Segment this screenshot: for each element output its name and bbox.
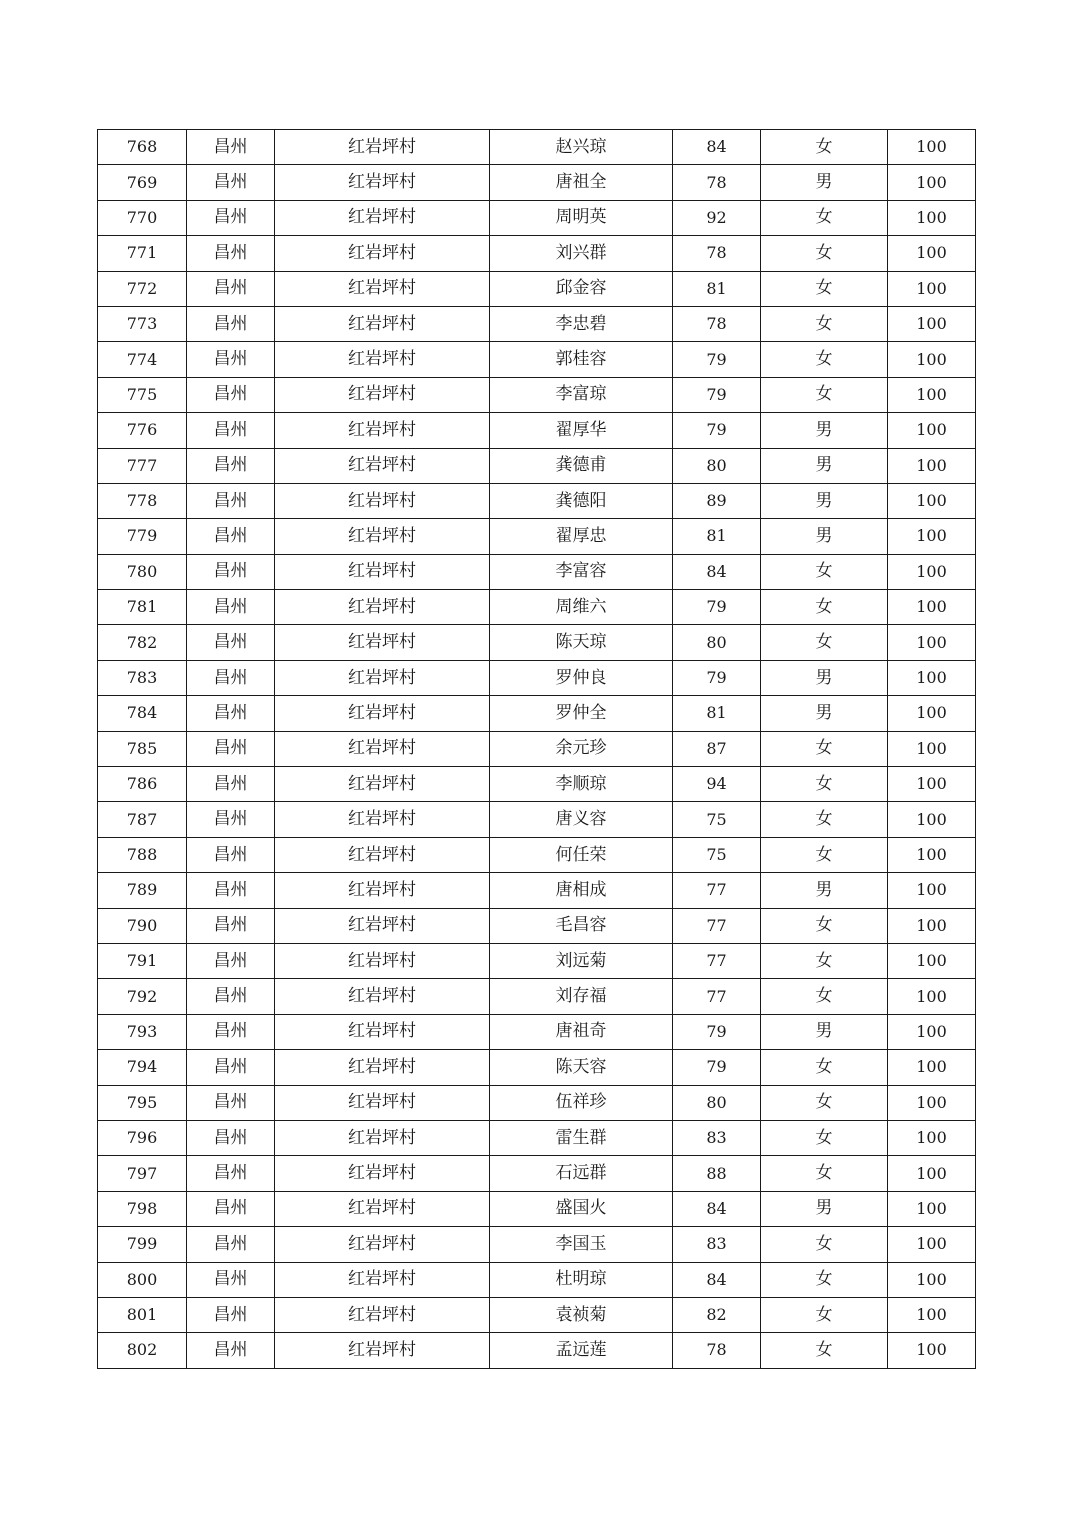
- town-cell: 昌州: [187, 943, 275, 978]
- village-cell: 红岩坪村: [275, 979, 490, 1014]
- town-cell: 昌州: [187, 590, 275, 625]
- amount-cell: 100: [888, 306, 976, 341]
- name-cell: 赵兴琼: [490, 130, 673, 165]
- table-row: [98, 1262, 976, 1297]
- age-cell: 89: [673, 483, 761, 518]
- village-cell: 红岩坪村: [275, 767, 490, 802]
- table-row: [98, 660, 976, 695]
- table-row: [98, 1050, 976, 1085]
- gender-cell: 男: [761, 448, 888, 483]
- town-cell: 昌州: [187, 1050, 275, 1085]
- town-cell: 昌州: [187, 413, 275, 448]
- amount-cell: 100: [888, 590, 976, 625]
- gender-cell: 女: [761, 1085, 888, 1120]
- amount-cell: 100: [888, 696, 976, 731]
- town-cell: 昌州: [187, 483, 275, 518]
- name-cell: 陈天容: [490, 1050, 673, 1085]
- serial-number-cell: 770: [98, 200, 187, 235]
- name-cell: 陈天琼: [490, 625, 673, 660]
- age-cell: 77: [673, 943, 761, 978]
- gender-cell: 女: [761, 590, 888, 625]
- table-row: [98, 1333, 976, 1368]
- table-row: [98, 943, 976, 978]
- village-cell: 红岩坪村: [275, 448, 490, 483]
- gender-cell: 女: [761, 1297, 888, 1332]
- village-cell: 红岩坪村: [275, 1085, 490, 1120]
- amount-cell: 100: [888, 448, 976, 483]
- serial-number-cell: 785: [98, 731, 187, 766]
- town-cell: 昌州: [187, 802, 275, 837]
- amount-cell: 100: [888, 130, 976, 165]
- table-row: [98, 448, 976, 483]
- village-cell: 红岩坪村: [275, 519, 490, 554]
- village-cell: 红岩坪村: [275, 696, 490, 731]
- village-cell: 红岩坪村: [275, 200, 490, 235]
- amount-cell: 100: [888, 519, 976, 554]
- town-cell: 昌州: [187, 908, 275, 943]
- amount-cell: 100: [888, 1297, 976, 1332]
- gender-cell: 女: [761, 731, 888, 766]
- age-cell: 83: [673, 1120, 761, 1155]
- amount-cell: 100: [888, 483, 976, 518]
- name-cell: 罗仲全: [490, 696, 673, 731]
- serial-number-cell: 787: [98, 802, 187, 837]
- amount-cell: 100: [888, 1191, 976, 1226]
- town-cell: 昌州: [187, 554, 275, 589]
- village-cell: 红岩坪村: [275, 1262, 490, 1297]
- amount-cell: 100: [888, 943, 976, 978]
- gender-cell: 女: [761, 236, 888, 271]
- serial-number-cell: 778: [98, 483, 187, 518]
- gender-cell: 女: [761, 554, 888, 589]
- gender-cell: 女: [761, 200, 888, 235]
- name-cell: 李忠碧: [490, 306, 673, 341]
- age-cell: 80: [673, 625, 761, 660]
- town-cell: 昌州: [187, 1085, 275, 1120]
- name-cell: 翟厚华: [490, 413, 673, 448]
- village-cell: 红岩坪村: [275, 873, 490, 908]
- name-cell: 雷生群: [490, 1120, 673, 1155]
- serial-number-cell: 792: [98, 979, 187, 1014]
- village-cell: 红岩坪村: [275, 1120, 490, 1155]
- town-cell: 昌州: [187, 200, 275, 235]
- town-cell: 昌州: [187, 448, 275, 483]
- amount-cell: 100: [888, 873, 976, 908]
- village-cell: 红岩坪村: [275, 1014, 490, 1049]
- village-cell: 红岩坪村: [275, 1297, 490, 1332]
- gender-cell: 女: [761, 377, 888, 412]
- age-cell: 79: [673, 660, 761, 695]
- table-row: [98, 519, 976, 554]
- gender-cell: 男: [761, 1191, 888, 1226]
- amount-cell: 100: [888, 271, 976, 306]
- table-row: [98, 413, 976, 448]
- gender-cell: 男: [761, 696, 888, 731]
- town-cell: 昌州: [187, 1262, 275, 1297]
- amount-cell: 100: [888, 1333, 976, 1368]
- amount-cell: 100: [888, 908, 976, 943]
- age-cell: 79: [673, 377, 761, 412]
- age-cell: 88: [673, 1156, 761, 1191]
- age-cell: 78: [673, 1333, 761, 1368]
- town-cell: 昌州: [187, 696, 275, 731]
- village-cell: 红岩坪村: [275, 1227, 490, 1262]
- village-cell: 红岩坪村: [275, 236, 490, 271]
- town-cell: 昌州: [187, 767, 275, 802]
- town-cell: 昌州: [187, 873, 275, 908]
- amount-cell: 100: [888, 554, 976, 589]
- table-row: [98, 696, 976, 731]
- serial-number-cell: 784: [98, 696, 187, 731]
- table-row: [98, 483, 976, 518]
- village-cell: 红岩坪村: [275, 1050, 490, 1085]
- name-cell: 刘兴群: [490, 236, 673, 271]
- serial-number-cell: 797: [98, 1156, 187, 1191]
- table-row: [98, 236, 976, 271]
- name-cell: 余元珍: [490, 731, 673, 766]
- town-cell: 昌州: [187, 837, 275, 872]
- name-cell: 唐祖奇: [490, 1014, 673, 1049]
- gender-cell: 女: [761, 767, 888, 802]
- amount-cell: 100: [888, 1050, 976, 1085]
- table-row: [98, 306, 976, 341]
- gender-cell: 男: [761, 519, 888, 554]
- name-cell: 李顺琼: [490, 767, 673, 802]
- gender-cell: 女: [761, 908, 888, 943]
- serial-number-cell: 783: [98, 660, 187, 695]
- village-cell: 红岩坪村: [275, 377, 490, 412]
- serial-number-cell: 771: [98, 236, 187, 271]
- serial-number-cell: 801: [98, 1297, 187, 1332]
- name-cell: 李富琼: [490, 377, 673, 412]
- table-row: [98, 731, 976, 766]
- serial-number-cell: 781: [98, 590, 187, 625]
- village-cell: 红岩坪村: [275, 1191, 490, 1226]
- serial-number-cell: 800: [98, 1262, 187, 1297]
- amount-cell: 100: [888, 1085, 976, 1120]
- serial-number-cell: 793: [98, 1014, 187, 1049]
- serial-number-cell: 779: [98, 519, 187, 554]
- village-cell: 红岩坪村: [275, 130, 490, 165]
- table-body: [98, 130, 976, 1369]
- age-cell: 84: [673, 130, 761, 165]
- age-cell: 84: [673, 1191, 761, 1226]
- village-cell: 红岩坪村: [275, 271, 490, 306]
- table-row: [98, 342, 976, 377]
- serial-number-cell: 768: [98, 130, 187, 165]
- gender-cell: 女: [761, 1333, 888, 1368]
- serial-number-cell: 786: [98, 767, 187, 802]
- table-row: [98, 1120, 976, 1155]
- age-cell: 79: [673, 1014, 761, 1049]
- age-cell: 78: [673, 165, 761, 200]
- age-cell: 81: [673, 271, 761, 306]
- amount-cell: 100: [888, 767, 976, 802]
- name-cell: 唐义容: [490, 802, 673, 837]
- village-cell: 红岩坪村: [275, 660, 490, 695]
- gender-cell: 男: [761, 873, 888, 908]
- gender-cell: 女: [761, 1156, 888, 1191]
- village-cell: 红岩坪村: [275, 554, 490, 589]
- name-cell: 唐祖全: [490, 165, 673, 200]
- gender-cell: 女: [761, 271, 888, 306]
- name-cell: 刘远菊: [490, 943, 673, 978]
- serial-number-cell: 776: [98, 413, 187, 448]
- table-row: [98, 590, 976, 625]
- name-cell: 龚德甫: [490, 448, 673, 483]
- gender-cell: 男: [761, 1014, 888, 1049]
- table-row: [98, 377, 976, 412]
- name-cell: 袁祯菊: [490, 1297, 673, 1332]
- age-cell: 84: [673, 1262, 761, 1297]
- serial-number-cell: 796: [98, 1120, 187, 1155]
- name-cell: 杜明琼: [490, 1262, 673, 1297]
- name-cell: 毛昌容: [490, 908, 673, 943]
- town-cell: 昌州: [187, 377, 275, 412]
- amount-cell: 100: [888, 200, 976, 235]
- name-cell: 石远群: [490, 1156, 673, 1191]
- serial-number-cell: 799: [98, 1227, 187, 1262]
- name-cell: 翟厚忠: [490, 519, 673, 554]
- gender-cell: 女: [761, 943, 888, 978]
- gender-cell: 女: [761, 342, 888, 377]
- name-cell: 郭桂容: [490, 342, 673, 377]
- village-cell: 红岩坪村: [275, 802, 490, 837]
- serial-number-cell: 774: [98, 342, 187, 377]
- name-cell: 唐相成: [490, 873, 673, 908]
- amount-cell: 100: [888, 377, 976, 412]
- gender-cell: 男: [761, 660, 888, 695]
- amount-cell: 100: [888, 165, 976, 200]
- serial-number-cell: 791: [98, 943, 187, 978]
- age-cell: 81: [673, 519, 761, 554]
- gender-cell: 女: [761, 802, 888, 837]
- town-cell: 昌州: [187, 306, 275, 341]
- village-cell: 红岩坪村: [275, 483, 490, 518]
- serial-number-cell: 788: [98, 837, 187, 872]
- age-cell: 79: [673, 590, 761, 625]
- village-cell: 红岩坪村: [275, 731, 490, 766]
- town-cell: 昌州: [187, 1156, 275, 1191]
- table-row: [98, 979, 976, 1014]
- village-cell: 红岩坪村: [275, 1333, 490, 1368]
- table-row: [98, 1156, 976, 1191]
- name-cell: 何任荣: [490, 837, 673, 872]
- serial-number-cell: 773: [98, 306, 187, 341]
- age-cell: 82: [673, 1297, 761, 1332]
- serial-number-cell: 782: [98, 625, 187, 660]
- name-cell: 盛国火: [490, 1191, 673, 1226]
- amount-cell: 100: [888, 979, 976, 1014]
- age-cell: 87: [673, 731, 761, 766]
- village-cell: 红岩坪村: [275, 1156, 490, 1191]
- age-cell: 78: [673, 306, 761, 341]
- amount-cell: 100: [888, 802, 976, 837]
- serial-number-cell: 802: [98, 1333, 187, 1368]
- serial-number-cell: 794: [98, 1050, 187, 1085]
- gender-cell: 女: [761, 1227, 888, 1262]
- amount-cell: 100: [888, 731, 976, 766]
- name-cell: 刘存福: [490, 979, 673, 1014]
- town-cell: 昌州: [187, 1333, 275, 1368]
- town-cell: 昌州: [187, 519, 275, 554]
- amount-cell: 100: [888, 837, 976, 872]
- data-table: [97, 129, 976, 1369]
- age-cell: 75: [673, 802, 761, 837]
- serial-number-cell: 777: [98, 448, 187, 483]
- name-cell: 罗仲良: [490, 660, 673, 695]
- serial-number-cell: 769: [98, 165, 187, 200]
- name-cell: 伍祥珍: [490, 1085, 673, 1120]
- town-cell: 昌州: [187, 1191, 275, 1226]
- amount-cell: 100: [888, 413, 976, 448]
- age-cell: 92: [673, 200, 761, 235]
- gender-cell: 女: [761, 837, 888, 872]
- name-cell: 李富容: [490, 554, 673, 589]
- town-cell: 昌州: [187, 979, 275, 1014]
- name-cell: 邱金容: [490, 271, 673, 306]
- table-row: [98, 767, 976, 802]
- name-cell: 李国玉: [490, 1227, 673, 1262]
- age-cell: 79: [673, 413, 761, 448]
- age-cell: 78: [673, 236, 761, 271]
- village-cell: 红岩坪村: [275, 837, 490, 872]
- table-row: [98, 1297, 976, 1332]
- age-cell: 79: [673, 1050, 761, 1085]
- name-cell: 龚德阳: [490, 483, 673, 518]
- amount-cell: 100: [888, 342, 976, 377]
- amount-cell: 100: [888, 1262, 976, 1297]
- table-row: [98, 165, 976, 200]
- name-cell: 周维六: [490, 590, 673, 625]
- table-row: [98, 200, 976, 235]
- amount-cell: 100: [888, 236, 976, 271]
- gender-cell: 女: [761, 130, 888, 165]
- village-cell: 红岩坪村: [275, 165, 490, 200]
- age-cell: 75: [673, 837, 761, 872]
- table-row: [98, 802, 976, 837]
- table-row: [98, 625, 976, 660]
- gender-cell: 女: [761, 979, 888, 1014]
- serial-number-cell: 790: [98, 908, 187, 943]
- village-cell: 红岩坪村: [275, 908, 490, 943]
- age-cell: 84: [673, 554, 761, 589]
- serial-number-cell: 772: [98, 271, 187, 306]
- gender-cell: 女: [761, 1050, 888, 1085]
- age-cell: 79: [673, 342, 761, 377]
- serial-number-cell: 780: [98, 554, 187, 589]
- serial-number-cell: 795: [98, 1085, 187, 1120]
- age-cell: 94: [673, 767, 761, 802]
- amount-cell: 100: [888, 1120, 976, 1155]
- town-cell: 昌州: [187, 1014, 275, 1049]
- amount-cell: 100: [888, 1014, 976, 1049]
- village-cell: 红岩坪村: [275, 590, 490, 625]
- town-cell: 昌州: [187, 165, 275, 200]
- table-row: [98, 908, 976, 943]
- gender-cell: 男: [761, 483, 888, 518]
- serial-number-cell: 798: [98, 1191, 187, 1226]
- age-cell: 83: [673, 1227, 761, 1262]
- gender-cell: 女: [761, 1120, 888, 1155]
- village-cell: 红岩坪村: [275, 306, 490, 341]
- table-row: [98, 1227, 976, 1262]
- gender-cell: 女: [761, 306, 888, 341]
- age-cell: 77: [673, 908, 761, 943]
- amount-cell: 100: [888, 1156, 976, 1191]
- age-cell: 77: [673, 873, 761, 908]
- village-cell: 红岩坪村: [275, 342, 490, 377]
- amount-cell: 100: [888, 1227, 976, 1262]
- village-cell: 红岩坪村: [275, 413, 490, 448]
- town-cell: 昌州: [187, 1297, 275, 1332]
- town-cell: 昌州: [187, 1227, 275, 1262]
- town-cell: 昌州: [187, 625, 275, 660]
- table-row: [98, 130, 976, 165]
- table-row: [98, 1085, 976, 1120]
- table-row: [98, 873, 976, 908]
- town-cell: 昌州: [187, 236, 275, 271]
- town-cell: 昌州: [187, 271, 275, 306]
- age-cell: 81: [673, 696, 761, 731]
- table-row: [98, 554, 976, 589]
- town-cell: 昌州: [187, 731, 275, 766]
- amount-cell: 100: [888, 660, 976, 695]
- gender-cell: 男: [761, 165, 888, 200]
- amount-cell: 100: [888, 625, 976, 660]
- serial-number-cell: 775: [98, 377, 187, 412]
- table-row: [98, 1014, 976, 1049]
- age-cell: 77: [673, 979, 761, 1014]
- gender-cell: 女: [761, 1262, 888, 1297]
- name-cell: 周明英: [490, 200, 673, 235]
- town-cell: 昌州: [187, 342, 275, 377]
- town-cell: 昌州: [187, 130, 275, 165]
- village-cell: 红岩坪村: [275, 625, 490, 660]
- gender-cell: 男: [761, 413, 888, 448]
- age-cell: 80: [673, 1085, 761, 1120]
- table-row: [98, 837, 976, 872]
- town-cell: 昌州: [187, 660, 275, 695]
- gender-cell: 女: [761, 625, 888, 660]
- table-row: [98, 1191, 976, 1226]
- table-row: [98, 271, 976, 306]
- village-cell: 红岩坪村: [275, 943, 490, 978]
- age-cell: 80: [673, 448, 761, 483]
- town-cell: 昌州: [187, 1120, 275, 1155]
- serial-number-cell: 789: [98, 873, 187, 908]
- name-cell: 孟远莲: [490, 1333, 673, 1368]
